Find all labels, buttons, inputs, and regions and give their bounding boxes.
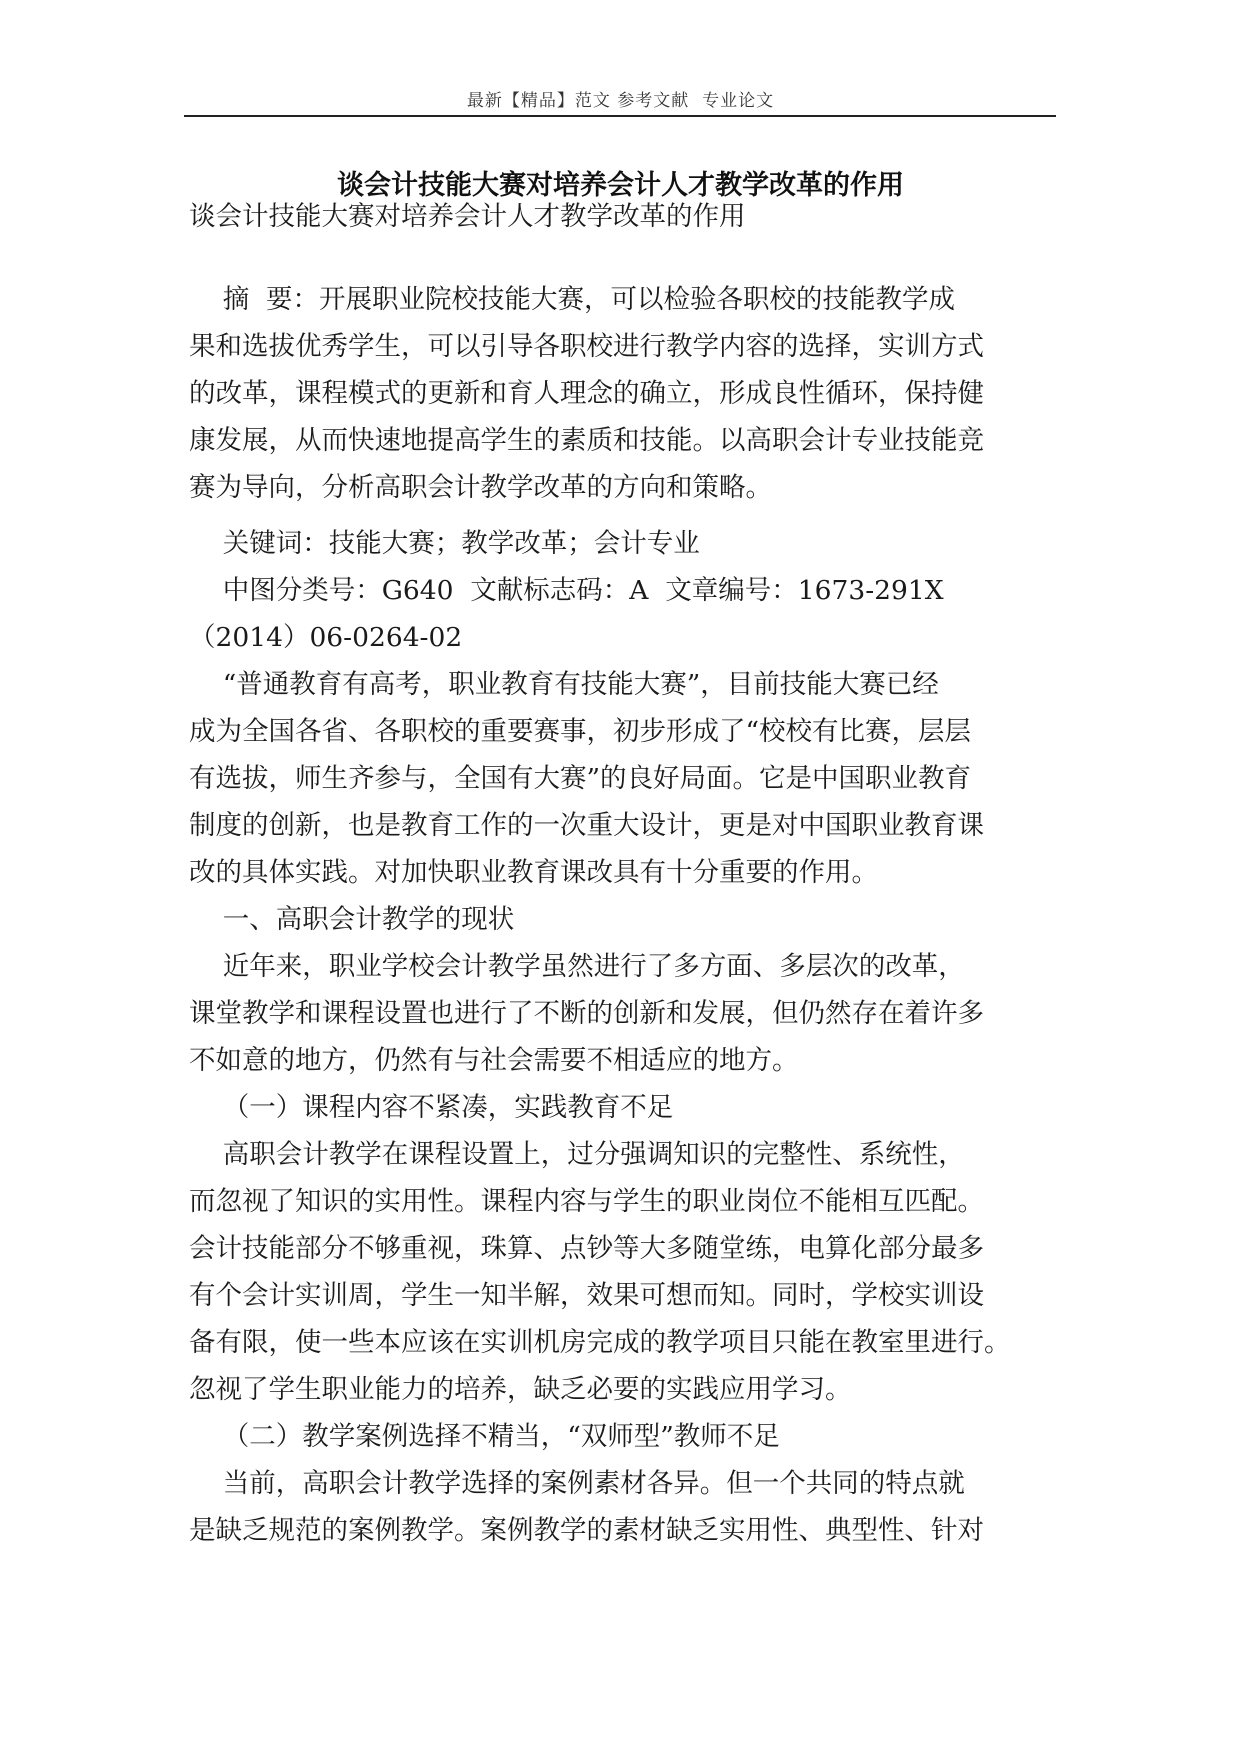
paragraph-line: 有个会计实训周，学生一知半解，效果可想而知。同时，学校实训设 xyxy=(189,1280,984,1311)
paragraph-line: 成为全国各省、各职校的重要赛事，初步形成了“校校有比赛，层层 xyxy=(189,716,972,747)
abstract-line: 康发展，从而快速地提高学生的素质和技能。以高职会计专业技能竞 xyxy=(189,425,984,456)
paragraph-line: 近年来，职业学校会计教学虽然进行了多方面、多层次的改革， xyxy=(189,951,965,982)
subsection-heading: （一）课程内容不紧凑，实践教育不足 xyxy=(189,1092,674,1123)
paragraph-line: 不如意的地方，仍然有与社会需要不相适应的地方。 xyxy=(189,1045,799,1076)
document-subtitle: 谈会计技能大赛对培养会计人才教学改革的作用 xyxy=(189,201,746,232)
paragraph-line: 是缺乏规范的案例教学。案例教学的素材缺乏实用性、典型性、针对 xyxy=(189,1515,984,1546)
paragraph-line: 改的具体实践。对加快职业教育课改具有十分重要的作用。 xyxy=(189,857,878,888)
abstract-block xyxy=(189,276,1051,511)
paragraph-line: 有选拔，师生齐参与，全国有大赛”的良好局面。它是中国职业教育 xyxy=(189,763,972,794)
paragraph-line: 备有限，使一些本应该在实训机房完成的教学项目只能在教室里进行。 xyxy=(189,1327,1011,1358)
keywords-line: 关键词：技能大赛；教学改革；会计专业 xyxy=(189,528,700,559)
paragraph-line: “普通教育有高考，职业教育有技能大赛”，目前技能大赛已经 xyxy=(189,669,939,700)
paragraph-line: 高职会计教学在课程设置上，过分强调知识的完整性、系统性， xyxy=(189,1139,965,1170)
abstract-line: 赛为导向，分析高职会计教学改革的方向和策略。 xyxy=(189,472,772,503)
document-title: 谈会计技能大赛对培养会计人才教学改革的作用 xyxy=(337,170,904,201)
paragraph-line: 忽视了学生职业能力的培养，缺乏必要的实践应用学习。 xyxy=(189,1374,852,1405)
paragraph-line: 会计技能部分不够重视，珠算、点钞等大多随堂练，电算化部分最多 xyxy=(189,1233,984,1264)
document-subtitle-block xyxy=(189,193,1051,240)
page-header: 最新【精品】范文 参考文献 专业论文 xyxy=(466,91,775,111)
classification-line: 中图分类号：G640 文献标志码：A 文章编号：1673-291X xyxy=(189,575,944,606)
classification-line-continued: （2014）06-0264-02 xyxy=(189,622,463,653)
paragraph-line: 制度的创新，也是教育工作的一次重大设计，更是对中国职业教育课 xyxy=(189,810,984,841)
paragraph-line: 当前，高职会计教学选择的案例素材各异。但一个共同的特点就 xyxy=(189,1468,965,1499)
section-heading: 一、高职会计教学的现状 xyxy=(189,904,515,935)
body-text-block xyxy=(189,520,1051,1554)
abstract-line: 摘 要：开展职业院校技能大赛，可以检验各职校的技能教学成 xyxy=(189,284,956,315)
abstract-line: 果和选拔优秀学生，可以引导各职校进行教学内容的选择，实训方式 xyxy=(189,331,984,362)
paragraph-line: 而忽视了知识的实用性。课程内容与学生的职业岗位不能相互匹配。 xyxy=(189,1186,984,1217)
subsection-heading: （二）教学案例选择不精当，“双师型”教师不足 xyxy=(189,1421,780,1452)
paragraph-line: 课堂教学和课程设置也进行了不断的创新和发展，但仍然存在着许多 xyxy=(189,998,984,1029)
abstract-line: 的改革，课程模式的更新和育人理念的确立，形成良性循环，保持健 xyxy=(189,378,984,409)
header-divider xyxy=(184,115,1056,117)
